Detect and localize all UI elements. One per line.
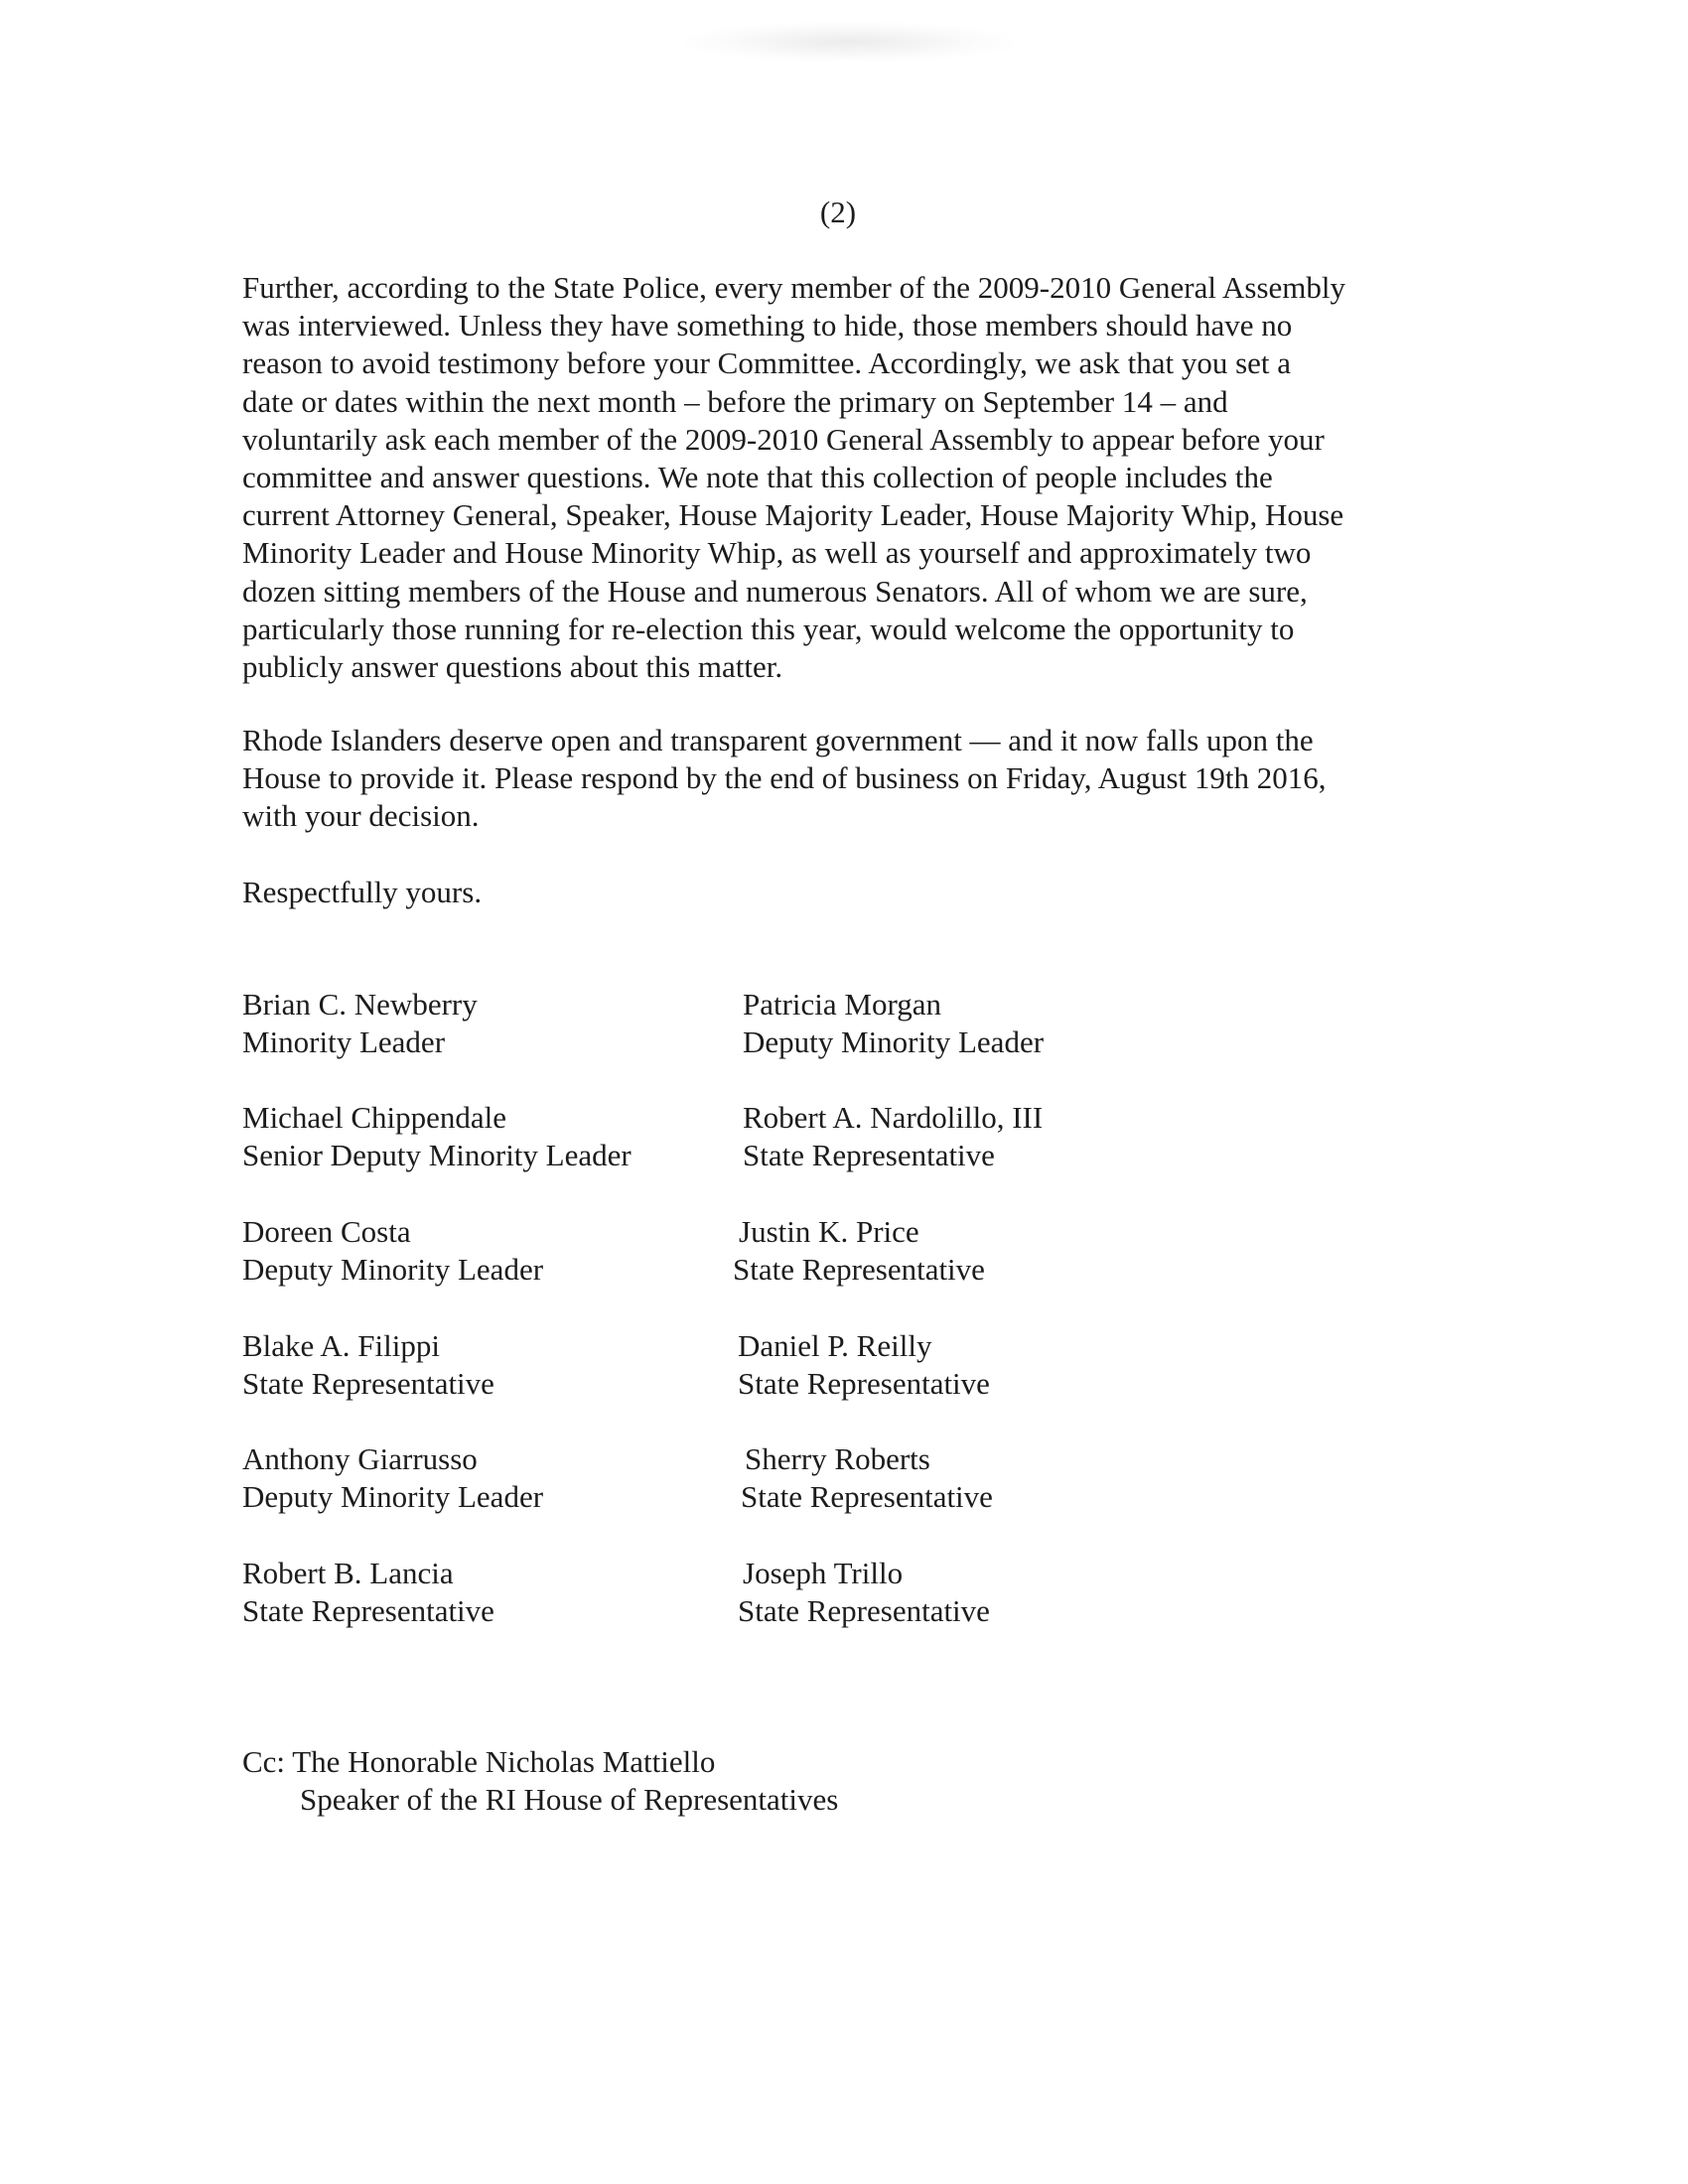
page-number: (2) [819,195,857,229]
body-paragraph-1 [242,269,1474,686]
signatory-filippi [242,1327,494,1403]
signatory-trillo [738,1555,990,1630]
text-line: publicly answer questions about this matter. [242,649,783,685]
cc-block [242,1743,838,1819]
text-line: particularly those running for re-election this year, would welcome the opportunity to [242,611,1295,646]
signatory-name: Patricia Morgan [743,987,942,1022]
scan-artifact [685,22,1013,62]
signatory-name: Doreen Costa [242,1214,411,1249]
signatory-name: Robert B. Lancia [242,1556,454,1590]
cc-recipient-title: Speaker of the RI House of Representatives [300,1782,839,1818]
signatory-reilly [738,1327,990,1403]
signatory-name: Daniel P. Reilly [738,1328,932,1363]
signatory-name: Joseph Trillo [743,1556,904,1590]
signatory-newberry [242,986,478,1061]
signatory-title: Minority Leader [242,1024,446,1060]
body-paragraph-2 [242,722,1474,836]
signatory-title: Deputy Minority Leader [743,1024,1045,1060]
signatory-chippendale [242,1099,632,1174]
signatory-title: State Representative [242,1593,494,1629]
signatory-name: Anthony Giarrusso [242,1441,478,1476]
text-line: reason to avoid testimony before your Committee. Accordingly, we ask that you set a [242,345,1292,381]
cc-recipient: Cc: The Honorable Nicholas Mattiello [242,1744,716,1779]
signatory-costa [242,1213,543,1289]
text-line: with your decision. [242,798,480,834]
signatory-giarrusso [242,1440,543,1516]
signatory-nardolillo [743,1099,1043,1174]
signatory-title: State Representative [743,1138,995,1173]
signatory-name: Blake A. Filippi [242,1328,440,1363]
signatory-lancia [242,1555,494,1630]
closing-salutation: Respectfully yours. [242,875,483,909]
signatory-price [733,1213,985,1289]
signatory-title: State Representative [738,1593,990,1629]
signatory-title: Senior Deputy Minority Leader [242,1138,632,1173]
text-line: current Attorney General, Speaker, House Majority Leader, House Majority Whip, House [242,497,1344,533]
signatory-name: Brian C. Newberry [242,987,478,1022]
signatory-title: State Representative [741,1479,993,1515]
signatory-name: Justin K. Price [739,1214,919,1249]
text-line: House to provide it. Please respond by the end of business on Friday, August 19th 2016, [242,760,1327,796]
text-line: date or dates within the next month – before the primary on September 14 – and [242,383,1228,419]
signatory-morgan [743,986,1044,1061]
text-line: was interviewed. Unless they have something to hide, those members should have no [242,308,1293,343]
signatory-name: Sherry Roberts [745,1441,930,1476]
signatory-title: Deputy Minority Leader [242,1479,544,1515]
text-line: Minority Leader and House Minority Whip, as well as yourself and approximately two [242,535,1312,571]
signatory-title: Deputy Minority Leader [242,1252,544,1288]
signatory-title: State Representative [738,1366,990,1402]
text-line: voluntarily ask each member of the 2009-2010 General Assembly to appear before your [242,421,1325,457]
signatory-name: Robert A. Nardolillo, III [743,1100,1044,1135]
signatory-title: State Representative [733,1252,985,1288]
signatory-title: State Representative [242,1366,494,1402]
text-line: dozen sitting members of the House and numerous Senators. All of whom we are sure, [242,573,1308,609]
text-line: committee and answer questions. We note that this collection of people includes the [242,460,1273,495]
signatory-name: Michael Chippendale [242,1100,506,1135]
text-line: Rhode Islanders deserve open and transparent government — and it now falls upon the [242,723,1314,757]
signatory-roberts [741,1440,993,1516]
text-line: Further, according to the State Police, every member of the 2009-2010 General Assembly [242,270,1346,305]
